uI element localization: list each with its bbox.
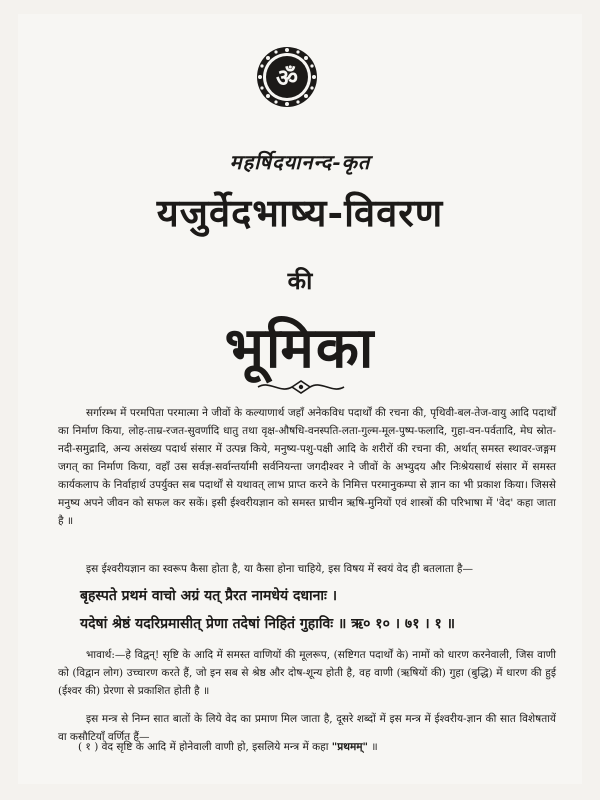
ornament-divider-icon [256,378,346,396]
mantra-line-1: बृहस्पते प्रथमं वाचो अग्रं यत् प्रैरत नामधेयं दधानाः । [80,588,338,604]
book-title: यजुर्वेदभाष्य-विवरण [156,190,444,235]
bhavarth-paragraph: भावार्थ:—हे विद्वन्! सृष्टि के आदि में समस्त वाणियों की मूलरूप, (सष्टिगत पदार्थों के) नामों को धारण करनेवाली, जिस वाणी को (विद्वान लोग) उच्चारण करते हैं, जो इन सब से श्रेष्ठ और दोष-शून्य होती है, वह वाणी (ऋषियों की) गुहा (बुद्धि) में धारण की हुई (ईश्वर की) प्रेरणा से प्रकाशित होती है ॥ [58,649,556,697]
point-one-line [78,738,556,756]
mantra-line-2: यदेषां श्रेष्ठं यदरिप्रमासीत् प्रेणा तदेषां निहितं गुहाविः ॥ ऋ० १० । ७१ । १ ॥ [80,616,456,632]
om-symbol: ॐ [276,64,298,92]
point-one-quote: "प्रथमम्" [331,741,368,753]
veda-nature-paragraph: इस ईश्वरीयज्ञान का स्वरूप कैसा होता है, या कैसा होना चाहिये, इस विषय में स्वयं वेद ही बतलाता है— [86,563,474,575]
om-emblem-icon [256,46,318,108]
point-one-end: ॥ [371,741,378,753]
intro-paragraph: सर्गारम्भ में परमपिता परमात्मा ने जीवों के कल्याणार्थ जहाँ अनेकविध पदार्थों की रचना की, पृथिवी-बल-तेज-वायु आदि पदार्थों का निर्माण किया, लोह-ताम्र-रजत-सुवर्णादि धातु तथा वृक्ष-औषधि-वनस्पति-लता-गुल्म-मूल-पुष्प-फलादि, गुहा-वन-पर्वतादि, मेघ स्रोत-नदी-समुद्रादि, अन्य असंख्य पदार्थ संसार में उत्पन्न किये, मनुष्य-पशु-पक्षी आदि के शरीरों की रचना की, अर्थात् समस्त स्थावर-जङ्गम जगत् का निर्माण किया, वहाँ उस सर्वज्ञ-सर्वान्तर्यामी सर्वनियन्ता जगदीश्वर ने जीवों के अभ्युदय और निःश्रेयसार्थ संसार में समस्त कार्यकलाप के निर्वाहार्थ उपर्युक्त सब पदार्थों से यथावत् लाभ प्राप्त करने के निमित्त परमानुकम्पा से ज्ञान का भी प्रकाश किया। जिससे मनुष्य अपने जीवन को सफल कर सकें। इसी ईश्वरीयज्ञान को समस्त प्राचीन ऋषि-मुनियों एवं शास्त्रों की परिभाषा में 'वेद' कहा जाता है ॥ [58,407,556,527]
section-heading: भूमिका [224,315,376,381]
seven-points-paragraph: इस मन्त्र से निम्न सात बातों के लिये वेद का प्रमाण मिल जाता है, दूसरे शब्दों में इस मन्त्र में ईश्वरीय-ज्ञान की सात विशेषतायें वा कसौटियाँ वर्णित हैं— [58,713,556,743]
title-connector: की [287,266,313,295]
point-one-text: ( १ ) वेद सृष्टि के आदि में होनेवाली वाणी हो, इसलिये मन्त्र में कहा [78,741,329,753]
author-subtitle: महर्षिदयानन्द-कृत [229,150,371,174]
